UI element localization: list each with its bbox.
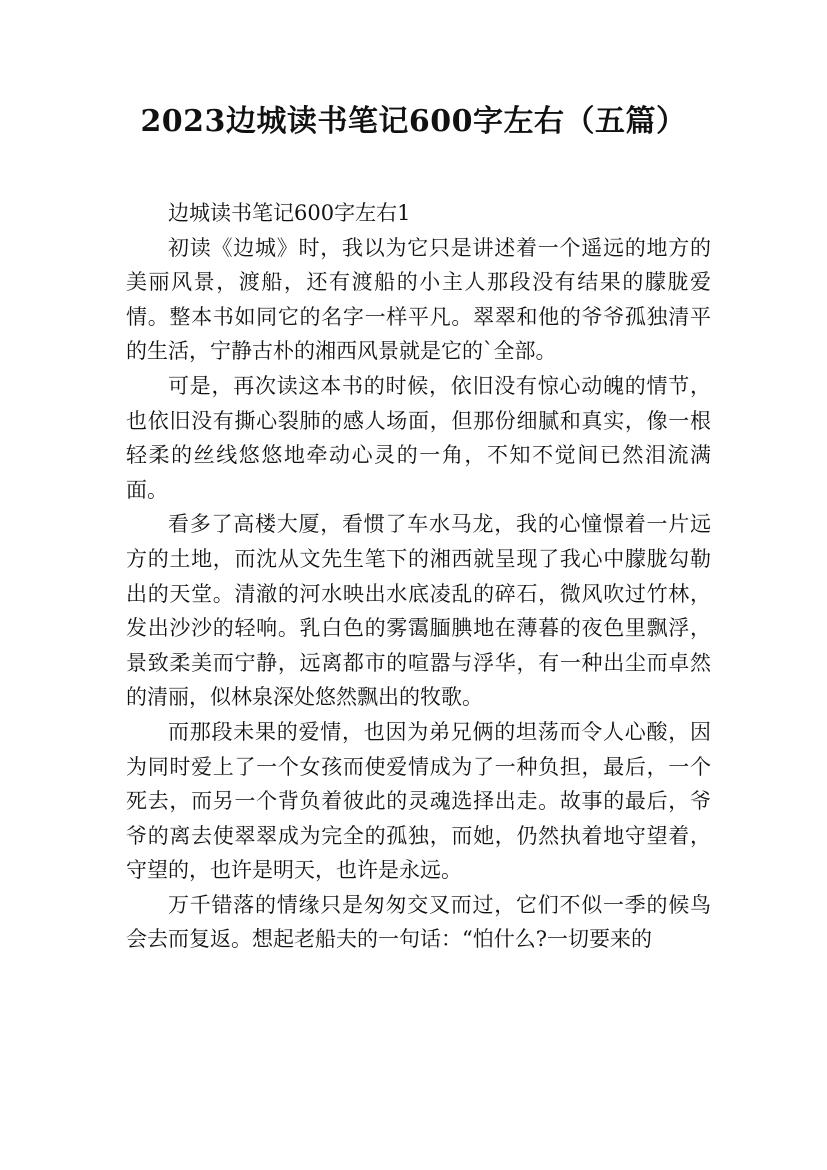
document-title: 2023边城读书笔记600字左右（五篇）: [140, 104, 687, 139]
body-paragraph-5: 万千错落的情缘只是匆匆交叉而过，它们不似一季的候鸟会去而复返。想起老船夫的一句话：“怕什么?一切要来的: [126, 892, 711, 952]
body-paragraph-3: 看多了高楼大厦，看惯了车水马龙，我的心憧憬着一片远方的土地，而沈从文先生笔下的湘西就呈现了我心中朦胧勾勒出的天堂。清澈的河水映出水底凌乱的碎石，微风吹过竹林，发出沙沙的轻响。乳白色的雾霭腼腆地在薄暮的夜色里飘浮，景致柔美而宁静，远离都市的喧嚣与浮华，有一种出尘而卓然的清丽，似林泉深处悠然飘出的牧歌。: [126, 512, 711, 710]
body-paragraph-4: 而那段未果的爱情，也因为弟兄俩的坦荡而令人心酸，因为同时爱上了一个女孩而使爱情成为了一种负担，最后，一个死去，而另一个背负着彼此的灵魂选择出走。故事的最后，爷爷的离去使翠翠成为完全的孤独，而她，仍然执着地守望着，守望的，也许是明天，也许是永远。: [126, 719, 711, 883]
section-heading: 边城读书笔记600字左右1: [168, 201, 411, 225]
body-paragraph-2: 可是，再次读这本书的时候，依旧没有惊心动魄的情节，也依旧没有撕心裂肺的感人场面，但那份细腻和真实，像一根轻柔的丝线悠悠地牵动心灵的一角，不知不觉间已然泪流满面。: [126, 373, 711, 502]
document-body: [126, 196, 711, 957]
body-paragraph-1: 初读《边城》时，我以为它只是讲述着一个遥远的地方的美丽风景，渡船，还有渡船的小主人那段没有结果的朦胧爱情。整本书如同它的名字一样平凡。翠翠和他的爷爷孤独清平的生活，宁静古朴的湘西风景就是它的`全部。: [126, 235, 711, 364]
